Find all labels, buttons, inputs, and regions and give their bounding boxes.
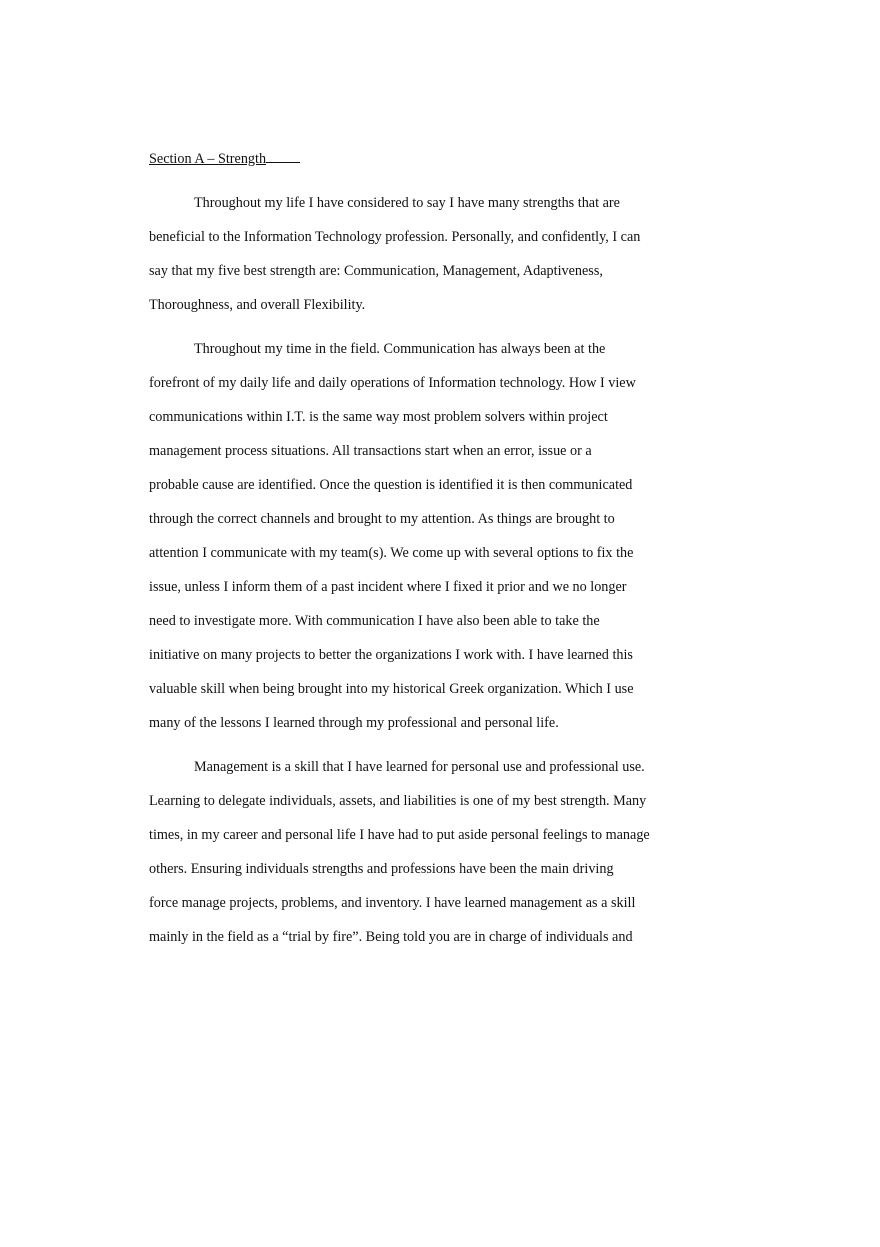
section-title: Section A – Strength (149, 151, 267, 167)
paragraph-line: forefront of my daily life and daily operations of Information technology. How I view (149, 375, 636, 391)
paragraph-line: initiative on many projects to better the organizations I work with. I have learned this (149, 647, 633, 663)
paragraph-line: Throughout my life I have considered to say I have many strengths that are (194, 195, 620, 211)
paragraph-management (149, 756, 689, 960)
paragraph-strengths-intro (149, 192, 689, 338)
paragraph-line: Thoroughness, and overall Flexibility. (149, 297, 366, 313)
paragraph-line: management process situations. All transactions start when an error, issue or a (149, 443, 592, 459)
paragraph-line: attention I communicate with my team(s). We come up with several options to fix the (149, 545, 634, 561)
paragraph-line: many of the lessons I learned through my professional and personal life. (149, 715, 559, 731)
paragraph-line: force manage projects, problems, and inventory. I have learned management as a skill (149, 895, 636, 911)
paragraph-communication (149, 338, 689, 756)
paragraph-line: probable cause are identified. Once the question is identified it is then communicated (149, 477, 633, 493)
document-body (149, 148, 689, 960)
paragraph-line: Learning to delegate individuals, assets, and liabilities is one of my best strength. Many (149, 793, 647, 809)
paragraph-line: communications within I.T. is the same way most problem solvers within project (149, 409, 608, 425)
paragraph-line: mainly in the field as a “trial by fire”. Being told you are in charge of individuals and (149, 929, 633, 945)
paragraph-line: valuable skill when being brought into my historical Greek organization. Which I use (149, 681, 634, 697)
section-heading-line (149, 148, 689, 192)
heading-underline-rule (266, 148, 300, 163)
paragraph-line: need to investigate more. With communication I have also been able to take the (149, 613, 600, 629)
paragraph-line: Throughout my time in the field. Communication has always been at the (194, 341, 606, 357)
paragraph-line: issue, unless I inform them of a past incident where I fixed it prior and we no longer (149, 579, 627, 595)
paragraph-line: Management is a skill that I have learned for personal use and professional use. (194, 759, 645, 775)
paragraph-line: say that my five best strength are: Communication, Management, Adaptiveness, (149, 263, 603, 279)
paragraph-line: through the correct channels and brought to my attention. As things are brought to (149, 511, 615, 527)
paragraph-line: beneficial to the Information Technology profession. Personally, and confidently, I can (149, 229, 641, 245)
paragraph-line: times, in my career and personal life I have had to put aside personal feelings to manage (149, 827, 650, 843)
paragraph-line: others. Ensuring individuals strengths and professions have been the main driving (149, 861, 614, 877)
